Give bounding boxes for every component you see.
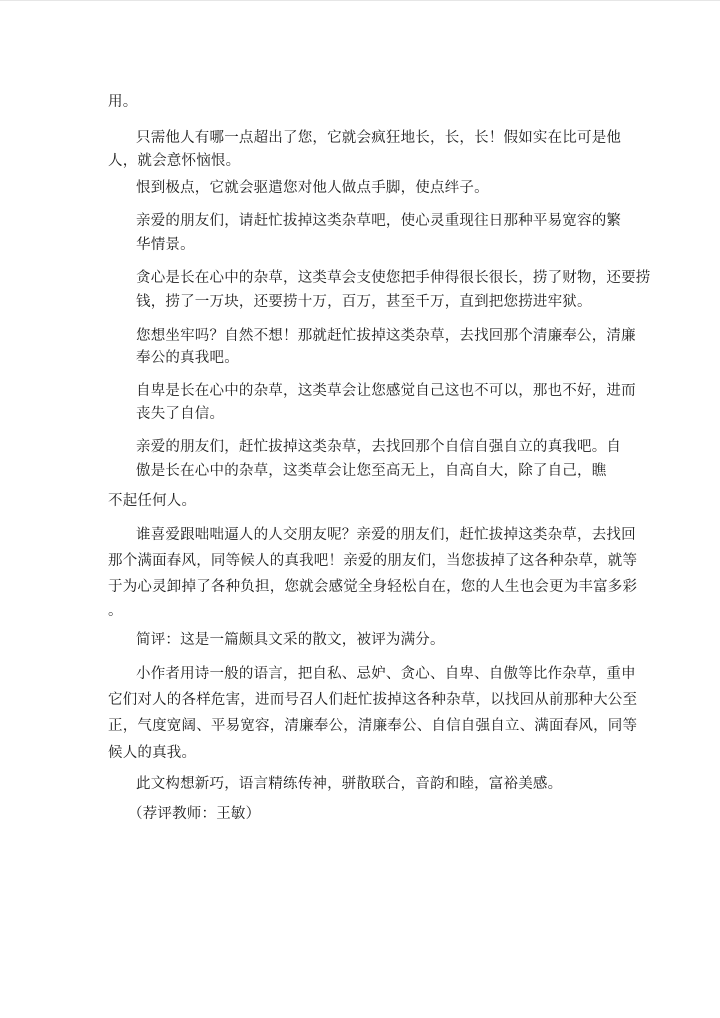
text-line: 华情景。 — [136, 237, 195, 253]
text-line: 亲爱的朋友们，赶忙拔掉这类杂草，去找回那个自信自强自立的真我吧。自 — [136, 439, 622, 455]
text-line: 那个满面春风，同等候人的真我吧！亲爱的朋友们，当您拔掉了这各种杂草，就等 — [108, 553, 638, 569]
page-top-edge — [0, 0, 720, 1]
text-line: 不起任何人。 — [108, 493, 197, 509]
text-line: 钱，捞了一万块，还要捞十万，百万，甚至千万，直到把您捞进牢狱。 — [136, 294, 592, 310]
text-line: 自卑是长在心中的杂草，这类草会让您感觉自己这也不可以，那也不好，进而 — [136, 383, 636, 399]
text-line: 简评：这是一篇颇具文采的散文，被评为满分。 — [136, 632, 445, 648]
text-line: 。 — [108, 603, 123, 619]
text-line: 谁喜爱跟咄咄逼人的人交朋友呢？亲爱的朋友们，赶忙拔掉这类杂草，去找回 — [136, 527, 636, 543]
text-line: 人，就会意怀恼恨。 — [108, 153, 241, 169]
text-line: 恨到极点，它就会驱遣您对他人做点手脚，使点绊子。 — [136, 180, 489, 196]
text-line: 此文构想新巧，语言精练传神，骈散联合，音韵和睦，富裕美感。 — [136, 776, 563, 792]
text-line: 您想坐牢吗？自然不想！那就赶忙拔掉这类杂草，去找回那个清廉奉公，清廉 — [136, 328, 636, 344]
text-line: 用。 — [108, 94, 138, 110]
text-line: 小作者用诗一般的语言，把自私、忌妒、贪心、自卑、自傲等比作杂草，重申 — [136, 666, 636, 682]
text-line: 亲爱的朋友们，请赶忙拔掉这类杂草吧，使心灵重现往日那种平易宽容的繁 — [136, 213, 622, 229]
text-line: 傲是长在心中的杂草，这类草会让您至高无上，自高自大，除了自己，瞧 — [136, 463, 607, 479]
text-line: 于为心灵卸掉了各种负担，您就会感觉全身轻松自在，您的人生也会更为丰富多彩 — [108, 579, 638, 595]
text-line: 丧失了自信。 — [136, 406, 225, 422]
text-line: 候人的真我。 — [108, 745, 197, 761]
text-line: 只需他人有哪一点超出了您，它就会疯狂地长，长，长！假如实在比可是他 — [136, 130, 622, 146]
text-line: 它们对人的各样危害，进而号召人们赶忙拔掉这各种杂草，以找回从前那种大公至 — [108, 692, 638, 708]
text-line: 贪心是长在心中的杂草，这类草会支使您把手伸得很长很长，捞了财物，还要捞 — [136, 270, 651, 286]
text-line: （荐评教师：王敏） — [128, 806, 261, 822]
text-line: 正，气度宽阔、平易宽容，清廉奉公，清廉奉公、自信自强自立、满面春风，同等 — [108, 718, 638, 734]
text-line: 奉公的真我吧。 — [136, 350, 239, 366]
